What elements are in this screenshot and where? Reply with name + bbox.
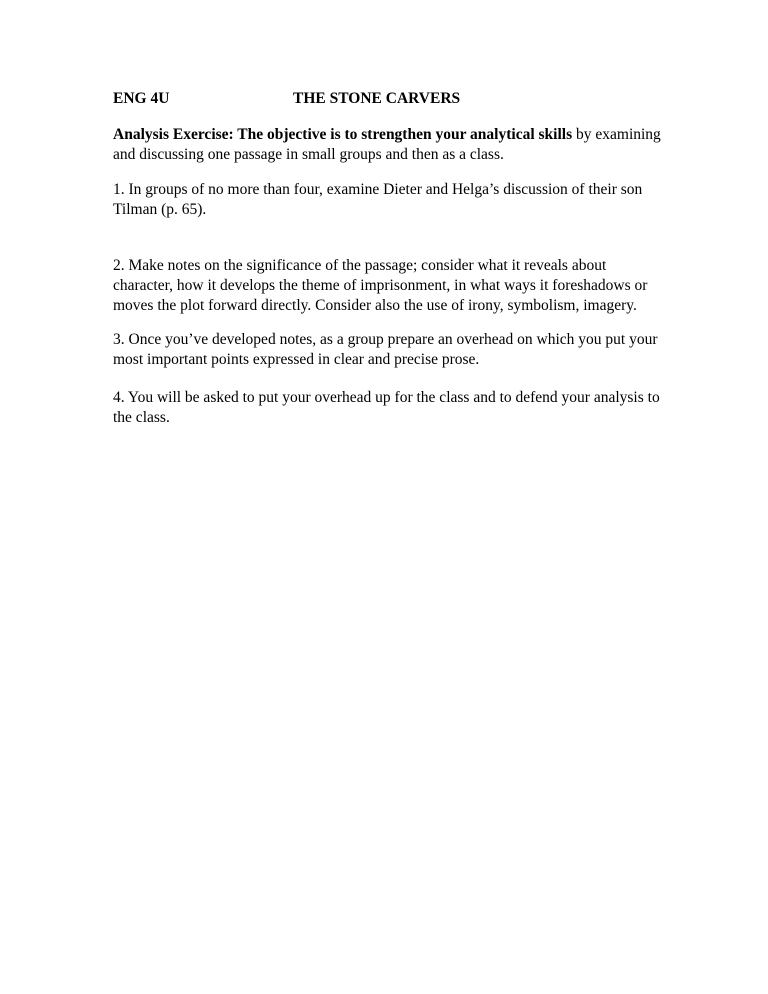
instruction-item-4: 4. You will be asked to put your overhead up for the class and to defend your analysis to the class. [113, 389, 660, 426]
intro-objective: Analysis Exercise: The objective is to strengthen your analytical skills [113, 126, 573, 143]
course-code: ENG 4U [113, 90, 170, 107]
instruction-item-3: 3. Once you’ve developed notes, as a group prepare an overhead on which you put your most important points expressed in clear and precise prose. [113, 331, 658, 368]
intro-paragraph [113, 125, 661, 165]
intro-description: by examining and discussing one passage in small groups and then as a class. [113, 126, 661, 163]
instruction-item-2: 2. Make notes on the significance of the passage; consider what it reveals about character, how it develops the theme of imprisonment, in what ways it foreshadows or moves the plot forward directly. Consider also the use of irony, symbolism, imagery. [113, 257, 648, 314]
instruction-item-1: 1. In groups of no more than four, examine Dieter and Helga’s discussion of their son Tilman (p. 65). [113, 181, 643, 218]
document-title: THE STONE CARVERS [293, 90, 461, 107]
